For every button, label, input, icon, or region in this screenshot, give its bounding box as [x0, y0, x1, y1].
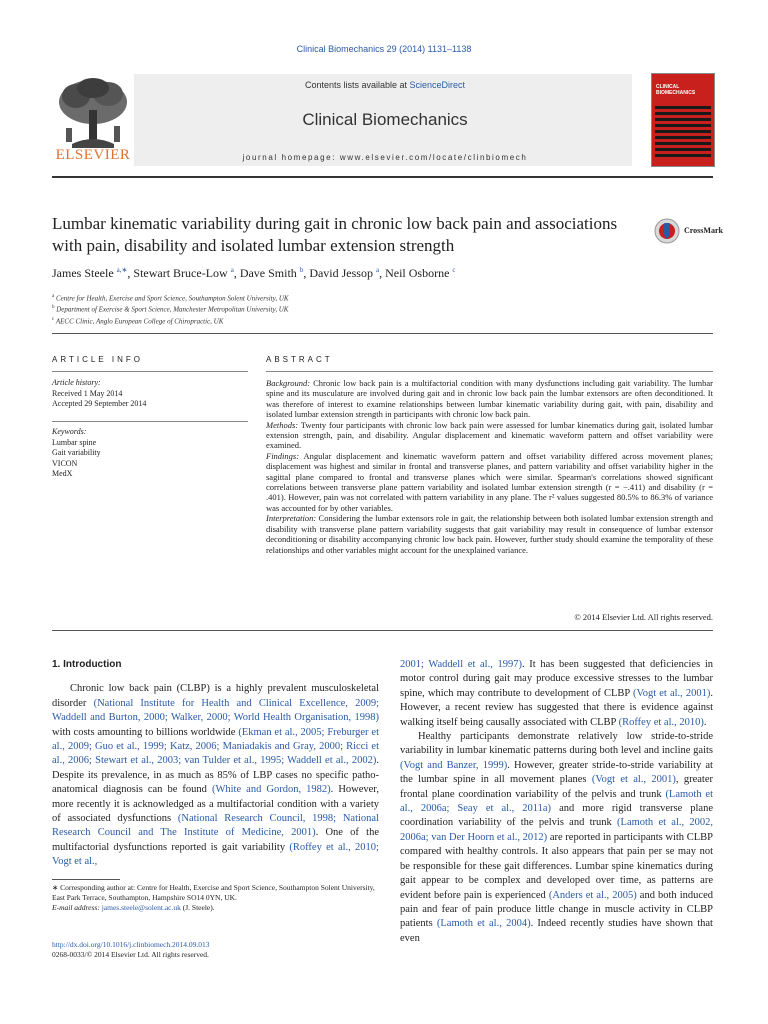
cover-stripes-icon	[655, 104, 711, 162]
author-name[interactable]: Stewart Bruce-Low	[133, 266, 228, 280]
abstract-divider	[266, 371, 713, 372]
footnote-text: ∗ Corresponding author at: Centre for Health, Exercise and Sport Science, Southampton Solent University, East Park Terrace, Southampton, Hampshire SO14 0YN, UK.	[52, 883, 375, 902]
journal-citation[interactable]: Clinical Biomechanics 29 (2014) 1131–1138	[296, 44, 472, 54]
author-name[interactable]: Dave Smith	[239, 266, 297, 280]
email-label: E-mail address:	[52, 902, 102, 912]
affiliation-mark: b	[52, 305, 55, 311]
abstract-methods	[266, 420, 713, 451]
body-column-left	[52, 658, 379, 870]
affiliation-mark: c	[52, 316, 55, 322]
citation-link[interactable]: (White and Gordon, 1982)	[211, 784, 331, 796]
received-date: Received 1 May 2014	[52, 388, 123, 398]
body-text: Healthy participants demonstrate relatively low stride-to-stride variability in lumbar kinematic patterns during both level and incline gaits	[400, 731, 713, 757]
body-text: , greater frontal plane coordination variability of the pelvis and trunk	[400, 774, 714, 800]
author-affiliation-mark[interactable]: a	[375, 266, 380, 274]
citation-link[interactable]: (Vogt and Banzer, 1999)	[400, 759, 508, 771]
body-text: .	[703, 716, 707, 728]
abstract-paragraph: Twenty four participants with chronic low back pain were assessed for lumbar kinematics during gait, isolated lumbar extension strength, pain, and disability. Angular displacement and kinematic waveform pattern and offset variability were examined.	[266, 419, 713, 451]
citation-link[interactable]: (National Research Council, 1998; National Research Council and The Institute of Medicine, 2001)	[52, 813, 379, 839]
author-affiliation-mark[interactable]: b	[299, 266, 304, 274]
section-rule	[52, 630, 713, 631]
email-suffix: (J. Steele).	[180, 902, 215, 912]
section-rule	[52, 333, 713, 334]
abstract-label: Methods:	[266, 419, 299, 430]
contents-availability	[150, 80, 620, 90]
body-text: with costs amounting to billions worldwide	[52, 726, 239, 738]
abstract-body	[266, 378, 713, 555]
body-text: . However, a recent review has suggested that there is evidence against walking itself being causally associated with CLBP	[400, 687, 713, 728]
author-affiliation-mark[interactable]: a,∗	[116, 266, 128, 274]
citation-link[interactable]: (Lamoth et al., 2004)	[436, 918, 531, 930]
keywords-label: Keywords:	[52, 427, 87, 436]
abstract-paragraph: Considering the lumbar extensors role in gait, the relationship between both isolated lumbar extension strength and disability with transverse plane pattern variability suggests that gait variability may result in consequence of lumbar extensor deconditioning or disability accompanying chronic low back pain. However, further study should examine the temporality of these relationships and other variables might account for the unexplained variance.	[266, 513, 714, 555]
keyword-item: VICON	[52, 458, 78, 468]
crossmark-label: CrossMark	[684, 226, 723, 235]
journal-title: Clinical Biomechanics	[302, 110, 468, 129]
affiliation-item	[52, 315, 712, 326]
affiliation-item	[52, 292, 712, 303]
history-label: Article history:	[52, 378, 101, 387]
author-affiliation-mark[interactable]: c	[452, 266, 456, 274]
elsevier-tree-icon	[52, 74, 134, 150]
article-title: Lumbar kinematic variability during gait in chronic low back pain and associations with pain, disability and isolated lumbar extension strength	[52, 214, 618, 255]
citation-link[interactable]: 2001; Waddell et al., 1997)	[400, 659, 523, 670]
abstract-heading: ABSTRACT	[266, 355, 333, 364]
affiliation-text: Department of Exercise & Sport Science, Manchester Metropolitan University, UK	[56, 305, 289, 314]
abstract-paragraph: Angular displacement and kinematic waveform pattern and offset variability differed across movement planes; displacement was highest and similar in frontal and transverse planes, and pattern variability and offset variability higher in the sagittal plane compared to frontal and transverse planes which were similar. Spearman's correlations showed significant correlations between transverse plane pattern variability and isolated lumbar extension strength (r = −.411) and disability (r = .401). However, pain was not correlated with pattern variability in any plane. The r² values suggested 80.5% to 86.3% of variance was accounted for by other variables.	[266, 450, 714, 513]
crossmark-badge[interactable]	[654, 217, 734, 245]
crossmark-icon	[654, 217, 680, 245]
body-paragraph	[52, 682, 379, 869]
header-rule	[52, 176, 713, 178]
doi-block	[52, 940, 382, 960]
abstract-label: Interpretation:	[266, 513, 317, 524]
keyword-item: Gait variability	[52, 448, 101, 457]
elsevier-wordmark: ELSEVIER	[55, 147, 131, 163]
citation-link[interactable]: (Vogt et al., 2001)	[591, 774, 676, 786]
affiliation-text: AECC Clinic, Anglo European College of Chiropractic, UK	[55, 316, 224, 325]
contents-prefix: Contents lists available at	[304, 80, 410, 90]
corresponding-author-footnote	[52, 883, 382, 912]
author-list: James Steele $^{a,∗}$, Stewart Bruce-Low $^a$, Dave Smith $^b$, David Jessop $^a$, Neil Osborne $^c$	[52, 266, 456, 280]
body-text: are reported in participants with CLBP compared with healthy controls. It also appears that pain per se may not be responsible for these gait differences. Lumbar spine kinematics during gait appear to be complex and developed over time, as patterns are evident before pain is experienced	[400, 831, 713, 901]
author-name[interactable]: James Steele	[52, 266, 114, 280]
abstract-label: Background:	[266, 378, 311, 388]
footnote-rule	[52, 879, 120, 880]
body-text: . However, greater stride-to-stride variability at the lumbar spine in all movement planes	[400, 759, 713, 786]
body-text: . One of the multifactorial dysfunctions reported is gait variability	[52, 827, 379, 853]
affiliation-list	[52, 292, 712, 326]
citation-link[interactable]: (Anders et al., 2005)	[548, 889, 637, 901]
body-column-right	[400, 658, 713, 946]
body-text: Chronic low back pain (CLBP) is a highly prevalent musculoskeletal disorder	[52, 683, 379, 709]
citation-link[interactable]: (Roffey et al., 2010)	[618, 716, 704, 728]
email-link[interactable]: james.steele@solent.ac.uk	[101, 902, 181, 912]
keyword-item: MedX	[52, 469, 73, 478]
abstract-label: Findings:	[266, 450, 300, 461]
body-text: . It has been suggested that deficiencies in motor control during gait may produce excessive stresses to the lumbar spine, which may contribute to development of CLBP	[400, 659, 713, 699]
email-line	[52, 903, 382, 913]
body-text: and both induced pain and fear of pain produce little change in muscle activity in CLBP patients	[400, 889, 713, 930]
author-name[interactable]: Neil Osborne	[385, 266, 450, 280]
article-history	[52, 378, 248, 410]
citation-link[interactable]: (National Institute for Health and Clinical Excellence, 2009; Waddell and Burton, 2000; Walker, 2000; World Health Organisation, 1998)	[52, 697, 379, 724]
author-name[interactable]: David Jessop	[309, 266, 373, 280]
keywords-list	[52, 427, 248, 480]
accepted-date: Accepted 29 September 2014	[52, 399, 147, 408]
affiliation-item	[52, 303, 712, 314]
citation-link[interactable]: (Roffey et al., 2010; Vogt et al.,	[52, 841, 379, 868]
abstract-interpretation	[266, 513, 713, 555]
citation-link[interactable]: (Lamoth et al., 2006a; Seay et al., 2011a)	[400, 788, 714, 815]
affiliation-text: Centre for Health, Exercise and Sport Science, Southampton Solent University, UK	[55, 294, 289, 303]
citation-link[interactable]: (Ekman et al., 2005; Freburger et al., 2009; Guo et al., 1999; Katz, 2006; Maniadakis and Gray, 2000; Ricci et al., 2006; Stewart et al., 2003; van Tulder et al., 1995; Waddell et al., 2002)	[52, 726, 379, 767]
sciencedirect-link[interactable]: ScienceDirect	[409, 80, 466, 90]
body-text: . Despite its prevalence, in as much as 85% of LBP cases no specific patho-anatomical diagnosis can be found	[52, 755, 379, 796]
abstract-background	[266, 378, 713, 420]
section-heading: 1. Introduction	[52, 659, 122, 670]
author-affiliation-mark[interactable]: a	[230, 266, 234, 274]
keyword-item: Lumbar spine	[52, 437, 97, 447]
journal-cover-image	[651, 73, 715, 167]
body-text: and more rigid transverse plane coordination variability of the pelvis and trunk	[400, 803, 713, 829]
affiliation-mark: a	[52, 294, 55, 299]
journal-homepage[interactable]: journal homepage: www.elsevier.com/locate/clinbiomech	[242, 153, 528, 162]
body-paragraph	[400, 658, 713, 730]
cover-title: CLINICAL BIOMECHANICS	[656, 84, 696, 96]
abstract-findings	[266, 451, 713, 513]
body-paragraph	[400, 730, 713, 946]
abstract-paragraph: Chronic low back pain is a multifactorial condition with many dysfunctions including gait variability. The lumbar spine and its musculature are involved during gait and in chronic low back pain the lumbar extensors are often deconditioned. It was therefore of interest to examine relationships between lumbar kinematic variability during gait, with pain, disability and isolated lumbar extension strength in participants with chronic low back pain.	[266, 378, 714, 420]
citation-link[interactable]: (Lamoth et al., 2002, 2006a; van Der Hoorn et al., 2012)	[400, 817, 713, 843]
issn-line: 0268-0033/© 2014 Elsevier Ltd. All rights reserved.	[52, 950, 209, 959]
citation-link[interactable]: (Vogt et al., 2001)	[633, 687, 711, 699]
article-info-heading: ARTICLE INFO	[52, 355, 143, 364]
info-divider	[52, 371, 248, 372]
abstract-copyright: © 2014 Elsevier Ltd. All rights reserved.	[574, 612, 713, 622]
body-text: . Indeed recently studies have shown that even	[400, 918, 713, 944]
body-text: . However, more recently it is acknowledged as a multifactorial condition with a variety of associated dysfunctions	[52, 784, 380, 825]
info-divider	[52, 421, 248, 422]
doi-link[interactable]: http://dx.doi.org/10.1016/j.clinbiomech.2014.09.013	[52, 940, 210, 949]
elsevier-logo	[52, 74, 134, 166]
